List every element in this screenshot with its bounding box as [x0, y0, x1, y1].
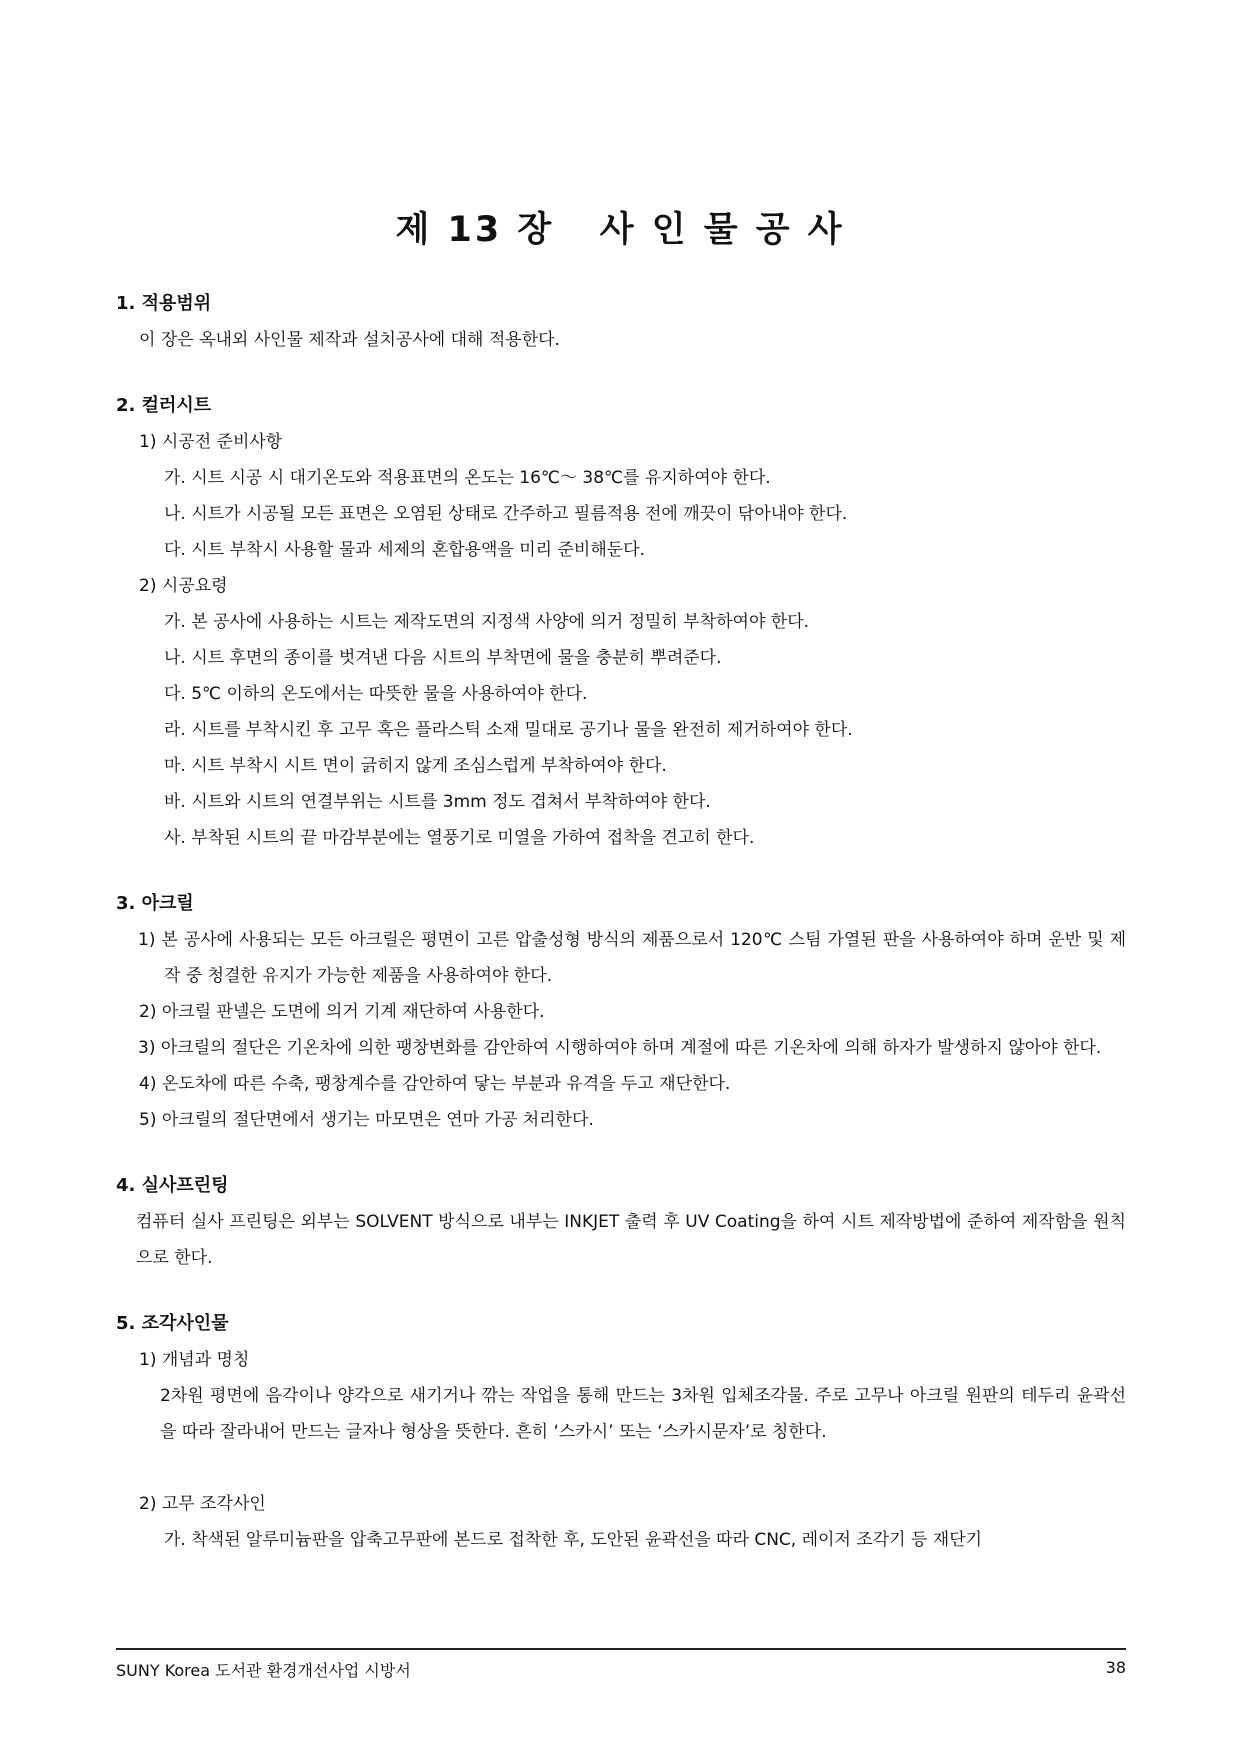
list-item: 1) 본 공사에 사용되는 모든 아크릴은 평면이 고른 압출성형 방식의 제품으로서 120℃ 스팀 가열된 판을 사용하여야 하며 운반 및 제작 중 청결한 유지가 가능한 제품을 사용하여야 한다.: [138, 930, 1126, 986]
list-item: 다. 5℃ 이하의 온도에서는 따뜻한 물을 사용하여야 한다.: [164, 684, 588, 704]
section-heading: 5. 조각사인물: [116, 1313, 229, 1334]
list-item: 라. 시트를 부착시킨 후 고무 혹은 플라스틱 소재 밀대로 공기나 물을 완전히 제거하여야 한다.: [164, 720, 853, 740]
list-item: 4) 온도차에 따른 수축, 팽창계수를 감안하여 닿는 부분과 유격을 두고 재단한다.: [139, 1074, 731, 1094]
section-heading: 2. 컬러시트: [116, 395, 212, 416]
subsection-label: 2) 시공요령: [139, 576, 228, 596]
footer-doc-title: SUNY Korea 도서관 환경개선사업 시방서: [116, 1661, 411, 1680]
section-acrylic: [116, 886, 1126, 1138]
section-heading: 4. 실사프린팅: [116, 1175, 229, 1196]
section-heading: 1. 적용범위: [116, 293, 212, 314]
list-item: 사. 부착된 시트의 끝 마감부분에는 열풍기로 미열을 가하여 접착을 견고히 한다.: [164, 828, 755, 848]
page-title: 제 13 장 사 인 물 공 사: [395, 210, 845, 250]
list-item: 마. 시트 부착시 시트 면이 긁히지 않게 조심스럽게 부착하여야 한다.: [164, 756, 667, 776]
paragraph: 이 장은 옥내외 사인물 제작과 설치공사에 대해 적용한다.: [139, 330, 560, 350]
section-heading: 3. 아크릴: [116, 893, 194, 914]
list-item: 바. 시트와 시트의 연결부위는 시트를 3mm 정도 겹쳐서 부착하여야 한다.: [164, 792, 711, 812]
subsection-label: 2) 고무 조각사인: [139, 1494, 266, 1514]
subsection-label: 1) 시공전 준비사항: [139, 432, 283, 452]
section-carved-sign: [116, 1306, 1126, 1558]
subsection-label: 1) 개념과 명칭: [139, 1350, 250, 1370]
list-item: 다. 시트 부착시 사용할 물과 세제의 혼합용액을 미리 준비해둔다.: [164, 540, 646, 560]
list-item: 5) 아크릴의 절단면에서 생기는 마모면은 연마 가공 처리한다.: [139, 1110, 594, 1130]
section-scope: [116, 286, 1126, 358]
list-item: 가. 착색된 알루미늄판을 압축고무판에 본드로 접착한 후, 도안된 윤곽선을 따라 CNC, 레이저 조각기 등 재단기: [164, 1530, 983, 1550]
page-number: 38: [1105, 1658, 1126, 1677]
list-item: 가. 본 공사에 사용하는 시트는 제작도면의 지정색 사양에 의거 정밀히 부착하여야 한다.: [164, 612, 810, 632]
list-item: 3) 아크릴의 절단은 기온차에 의한 팽창변화를 감안하여 시행하여야 하며 계절에 따른 기온차에 의해 하자가 발생하지 않아야 한다.: [138, 1038, 1102, 1058]
footer-divider: [116, 1648, 1126, 1650]
list-item: 나. 시트 후면의 종이를 벗겨낸 다음 시트의 부착면에 물을 충분히 뿌려준다.: [164, 648, 722, 668]
section-color-sheet: [116, 388, 1126, 856]
paragraph: 2차원 평면에 음각이나 양각으로 새기거나 깎는 작업을 통해 만드는 3차원 입체조각물. 주로 고무나 아크릴 원판의 테두리 윤곽선을 따라 잘라내어 만드는 글자나 형상을 뜻한다. 흔히 ‘스카시’ 또는 ‘스카시문자’로 칭한다.: [160, 1386, 1126, 1442]
list-item: 가. 시트 시공 시 대기온도와 적용표면의 온도는 16℃～ 38℃를 유지하여야 한다.: [164, 468, 771, 488]
list-item: 2) 아크릴 판넬은 도면에 의거 기계 재단하여 사용한다.: [139, 1002, 545, 1022]
document-body: [116, 286, 1126, 1588]
spacer: [116, 1450, 1126, 1486]
list-item: 나. 시트가 시공될 모든 표면은 오염된 상태로 간주하고 필름적용 전에 깨끗이 닦아내야 한다.: [164, 504, 848, 524]
paragraph: 컴퓨터 실사 프린팅은 외부는 SOLVENT 방식으로 내부는 INKJET 출력 후 UV Coating을 하여 시트 제작방법에 준하여 제작함을 원칙으로 한다.: [136, 1212, 1126, 1268]
section-printing: [116, 1168, 1126, 1276]
